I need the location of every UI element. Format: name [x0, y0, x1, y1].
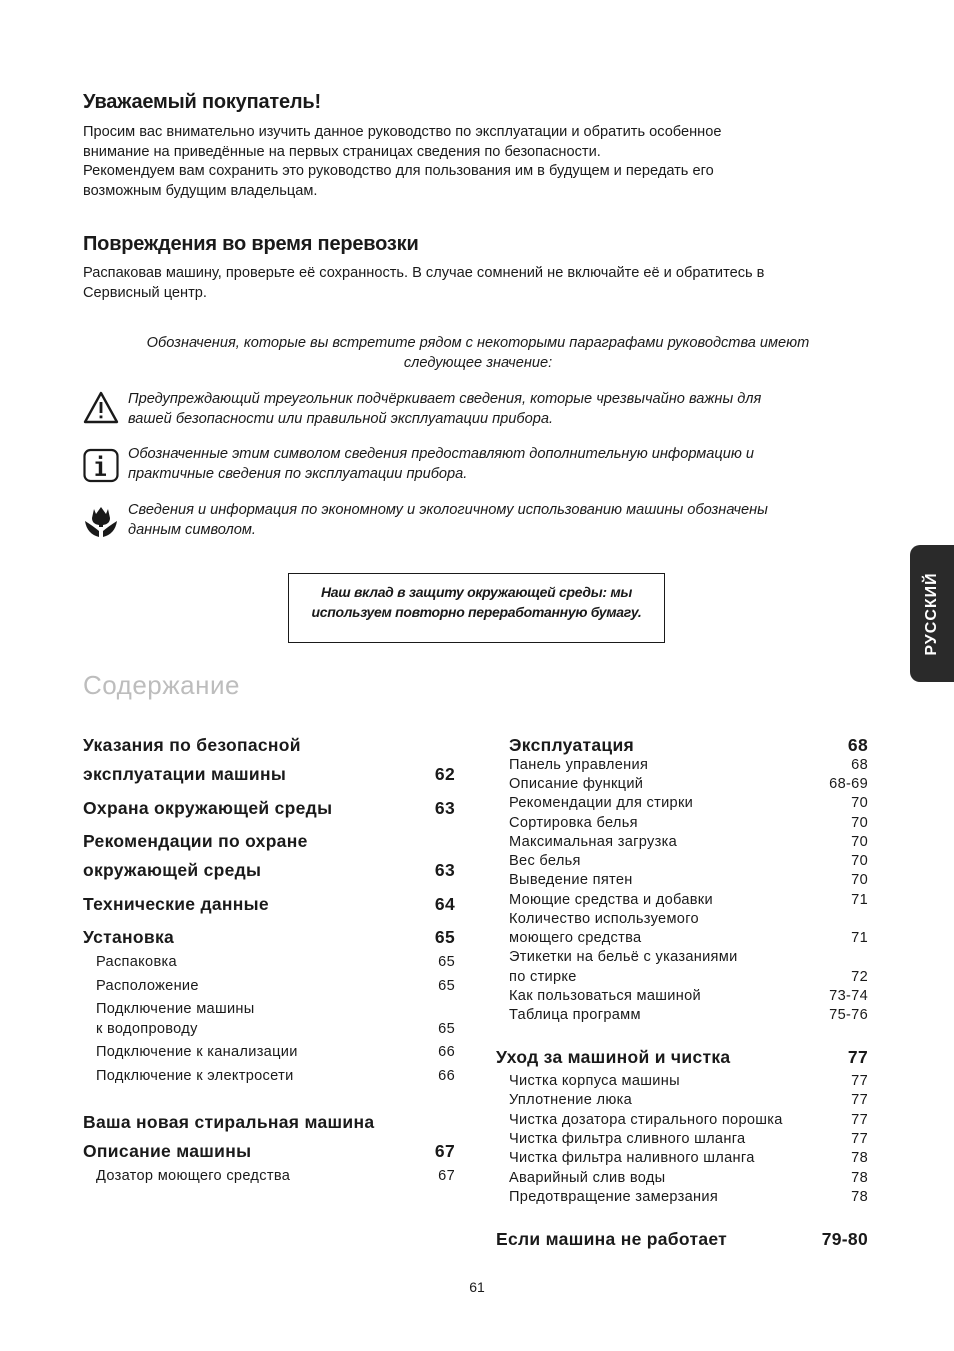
toc-entry — [509, 1112, 868, 1128]
text-line: Сервисный центр. — [83, 284, 207, 301]
toc-page: 78 — [851, 1170, 868, 1186]
symbol-row-eco — [83, 501, 883, 541]
info-icon — [83, 448, 119, 484]
toc-page: 77 — [847, 1047, 868, 1067]
toc-page: 65 — [438, 978, 455, 994]
toc-label: Чистка дозатора стирального порошка — [509, 1112, 783, 1128]
toc-page: 70 — [851, 834, 868, 850]
toc-label: Расположение — [96, 978, 199, 994]
toc-entry — [83, 1141, 455, 1162]
toc-entry — [496, 1047, 868, 1068]
toc-page: 70 — [851, 815, 868, 831]
toc-entry — [96, 1044, 455, 1060]
symbol-row-warning — [83, 390, 883, 430]
toc-entry — [83, 1112, 455, 1133]
toc-page: 63 — [434, 798, 455, 818]
toc-page: 65 — [434, 927, 455, 947]
intro-paragraph — [83, 123, 883, 201]
toc-entry — [83, 735, 455, 756]
toc-label: Панель управления — [509, 757, 649, 773]
toc-label: Ваша новая стиральная машина — [83, 1112, 375, 1132]
symbol-description — [128, 445, 754, 484]
toc-label: Охрана окружающей среды — [83, 798, 333, 818]
text-line: данным символом. — [128, 521, 256, 538]
toc-label: Указания по безопасной — [83, 735, 301, 755]
toc-label: моющего средства — [509, 930, 642, 946]
eco-flower-icon — [83, 504, 119, 540]
toc-label: Чистка фильтра наливного шланга — [509, 1150, 755, 1166]
toc-label: Количество используемого — [509, 911, 699, 927]
toc-page: 77 — [851, 1112, 868, 1128]
toc-entry — [83, 860, 455, 881]
toc-entry — [509, 795, 868, 811]
text-line: Распаковав машину, проверьте её сохранность. В случае сомнений не включайте её и обратитесь в — [83, 265, 765, 281]
text-line: вашей безопасности или правильной эксплуатации прибора. — [128, 410, 553, 427]
toc-entry — [509, 1073, 868, 1089]
section-heading-dear-customer: Уважаемый покупатель! — [83, 91, 321, 113]
toc-page: 78 — [851, 1189, 868, 1205]
text-line: Обозначенные этим символом сведения предоставляют дополнительную информацию и — [128, 446, 755, 462]
toc-page: 68 — [851, 757, 868, 773]
toc-entry — [509, 1007, 868, 1023]
toc-entry — [509, 1170, 868, 1186]
toc-page: 67 — [434, 1141, 455, 1161]
toc-page: 65 — [438, 954, 455, 970]
toc-label: Установка — [83, 927, 175, 947]
toc-page: 77 — [851, 1131, 868, 1147]
toc-page: 73-74 — [829, 988, 868, 1004]
text-line: Просим вас внимательно изучить данное руководство по эксплуатации и обратить особенное — [83, 124, 722, 140]
toc-label: эксплуатации машины — [83, 764, 287, 784]
toc-entry — [509, 776, 868, 792]
toc-entry — [509, 1150, 868, 1166]
text-line: используем повторно переработанную бумагу. — [311, 604, 642, 620]
toc-entry — [96, 978, 455, 994]
toc-label: Таблица программ — [509, 1007, 641, 1023]
toc-page: 67 — [438, 1168, 455, 1184]
toc-entry — [509, 1131, 868, 1147]
text-line: Наш вклад в защиту окружающей среды: мы — [320, 584, 633, 600]
toc-entry — [83, 894, 455, 915]
toc-label: Предотвращение замерзания — [509, 1189, 719, 1205]
text-line: Рекомендуем вам сохранить это руководство для пользования им в будущем и передать его — [83, 163, 714, 179]
toc-entry — [509, 815, 868, 831]
language-tab-label: РУССКИЙ — [923, 571, 940, 656]
toc-page: 68-69 — [829, 776, 868, 792]
toc-entry — [83, 798, 455, 819]
toc-label: Вес белья — [509, 853, 581, 869]
symbols-intro — [83, 334, 873, 373]
toc-label: Сортировка белья — [509, 815, 638, 831]
toc-entry — [509, 853, 868, 869]
warning-triangle-icon — [83, 390, 119, 426]
transport-paragraph — [83, 264, 883, 303]
toc-label: Подключение к канализации — [96, 1044, 298, 1060]
toc-label: Дозатор моющего средства — [96, 1168, 291, 1184]
toc-label: Если машина не работает — [496, 1229, 728, 1249]
text-line: внимание на приведённые на первых страницах сведения по безопасности. — [83, 143, 601, 160]
toc-label: Рекомендации по охране — [83, 831, 308, 851]
toc-page: 64 — [434, 894, 455, 914]
toc-page: 63 — [434, 860, 455, 880]
toc-page: 62 — [434, 764, 455, 784]
toc-label: окружающей среды — [83, 860, 262, 880]
toc-entry — [509, 757, 868, 773]
toc-page: 71 — [851, 892, 868, 908]
text-line: следующее значение: — [403, 354, 553, 371]
toc-entry — [509, 969, 868, 985]
toc-title: Содержание — [83, 670, 240, 700]
text-line: возможным будущим владельцам. — [83, 182, 318, 199]
toc-label: Подключение к электросети — [96, 1068, 294, 1084]
toc-page: 78 — [851, 1150, 868, 1166]
toc-entry — [509, 988, 868, 1004]
toc-label: по стирке — [509, 969, 577, 985]
toc-label: Максимальная загрузка — [509, 834, 678, 850]
toc-label: Описание машины — [83, 1141, 252, 1161]
toc-entry — [509, 949, 868, 965]
toc-label: Уход за машиной и чистка — [496, 1047, 731, 1067]
toc-entry — [509, 872, 868, 888]
toc-page: 77 — [851, 1092, 868, 1108]
toc-page: 66 — [438, 1068, 455, 1084]
section-heading-transport-damage: Повреждения во время перевозки — [83, 233, 419, 255]
toc-page: 68 — [847, 735, 868, 755]
toc-entry — [83, 927, 455, 948]
toc-entry — [83, 831, 455, 852]
toc-label: Подключение машины — [96, 1001, 255, 1017]
toc-entry — [96, 1021, 455, 1037]
toc-entry — [83, 764, 455, 785]
toc-label: Чистка фильтра сливного шланга — [509, 1131, 746, 1147]
symbol-row-info — [83, 445, 883, 485]
toc-page: 70 — [851, 853, 868, 869]
toc-label: Распаковка — [96, 954, 177, 970]
toc-entry — [96, 1068, 455, 1084]
toc-page: 77 — [851, 1073, 868, 1089]
language-tab — [910, 545, 954, 682]
toc-page: 70 — [851, 795, 868, 811]
toc-entry — [509, 735, 868, 756]
toc-label: Этикетки на бельё с указаниями — [509, 949, 738, 965]
toc-entry — [509, 1092, 868, 1108]
toc-label: Моющие средства и добавки — [509, 892, 713, 908]
text-line: Обозначения, которые вы встретите рядом с некоторыми параграфами руководства имеют — [146, 335, 810, 351]
toc-label: Технические данные — [83, 894, 269, 914]
toc-left-column — [83, 735, 455, 1195]
toc-entry — [509, 930, 868, 946]
toc-label: Выведение пятен — [509, 872, 633, 888]
toc-label: Рекомендации для стирки — [509, 795, 694, 811]
toc-label: Описание функций — [509, 776, 644, 792]
toc-page: 79-80 — [821, 1229, 868, 1249]
toc-entry — [509, 834, 868, 850]
toc-page: 70 — [851, 872, 868, 888]
toc-label: Уплотнение люка — [509, 1092, 633, 1108]
toc-page: 71 — [851, 930, 868, 946]
text-line: практичные сведения по эксплуатации прибора. — [128, 465, 468, 482]
toc-label: Чистка корпуса машины — [509, 1073, 680, 1089]
toc-entry — [496, 1229, 868, 1250]
toc-entry — [509, 1189, 868, 1205]
symbol-description — [128, 501, 768, 540]
text-line: Сведения и информация по экономному и экологичному использованию машины обозначены — [128, 502, 768, 518]
toc-label: Аварийный слив воды — [509, 1170, 666, 1186]
toc-entry — [509, 892, 868, 908]
toc-label: Эксплуатация — [509, 735, 635, 755]
toc-entry — [96, 954, 455, 970]
recycled-paper-notice — [288, 573, 665, 643]
toc-page: 72 — [851, 969, 868, 985]
toc-right-column — [496, 735, 868, 1255]
toc-label: Как пользоваться машиной — [509, 988, 701, 1004]
toc-entry — [96, 1168, 455, 1184]
toc-page: 65 — [438, 1021, 455, 1037]
symbol-description — [128, 390, 761, 429]
page-number: 61 — [469, 1279, 485, 1295]
toc-page: 75-76 — [829, 1007, 868, 1023]
toc-page: 66 — [438, 1044, 455, 1060]
toc-entry — [96, 1001, 455, 1017]
text-line: Предупреждающий треугольник подчёркивает сведения, которые чрезвычайно важны для — [128, 391, 762, 407]
toc-entry — [509, 911, 868, 927]
toc-label: к водопроводу — [96, 1021, 198, 1037]
